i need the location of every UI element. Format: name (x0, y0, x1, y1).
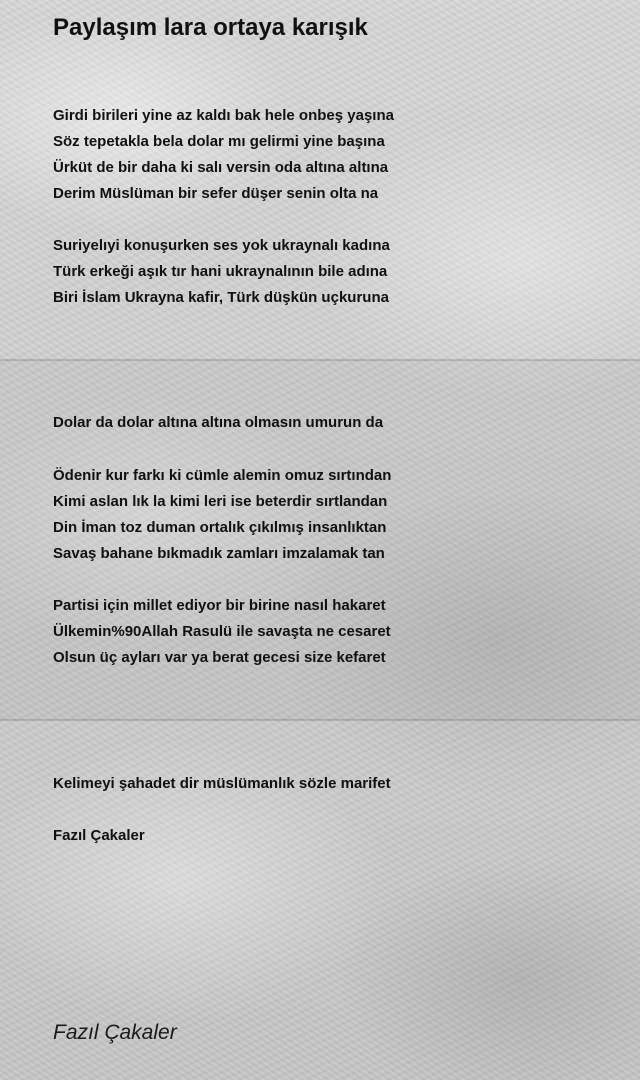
poem-line: Girdi birileri yine az kaldı bak hele onbeş yaşına (53, 107, 394, 124)
poem-line: Biri İslam Ukrayna kafir, Türk düşkün uçkuruna (53, 289, 389, 306)
poem-line: Din İman toz duman ortalık çıkılmış insanlıktan (53, 519, 387, 536)
poem-line: Suriyelıyi konuşurken ses yok ukraynalı kadına (53, 237, 390, 254)
poem-stanza-3 (53, 410, 383, 436)
poem-line: Ülkemin%90Allah Rasulü ile savaşta ne cesaret (53, 623, 391, 640)
poem-title: Paylaşım lara ortaya karışık (53, 14, 368, 41)
author-signature: Fazıl Çakaler (53, 1021, 177, 1044)
poem-line: Derim Müslüman bir sefer düşer senin olta na (53, 185, 379, 202)
poem-line: Söz tepetakla bela dolar mı gelirmi yine başına (53, 133, 385, 150)
poem-line: Kelimeyi şahadet dir müslümanlık sözle marifet (53, 775, 391, 792)
poem-stanza-2 (53, 233, 390, 311)
author-name: Fazıl Çakaler (53, 827, 145, 844)
panel-divider (0, 719, 640, 721)
poem-author (53, 823, 145, 849)
poem-line: Türk erkeği aşık tır hani ukraynalının bile adına (53, 263, 388, 280)
poem-line: Dolar da dolar altına altına olmasın umurun da (53, 414, 384, 431)
poem-stanza-1 (53, 103, 394, 207)
poem-line: Ödenir kur farkı ki cümle alemin omuz sırtından (53, 467, 392, 484)
poem-line: Partisi için millet ediyor bir birine nasıl hakaret (53, 597, 386, 614)
poem-stanza-6 (53, 771, 391, 797)
poem-line: Savaş bahane bıkmadık zamları imzalamak tan (53, 545, 385, 562)
poem-line: Kimi aslan lık la kimi leri ise beterdir sırtlandan (53, 493, 388, 510)
poem-stanza-4 (53, 463, 391, 567)
poem-stanza-5 (53, 593, 391, 671)
panel-divider (0, 359, 640, 361)
poem-line: Olsun üç ayları var ya berat gecesi size kefaret (53, 649, 386, 666)
poem-line: Ürküt de bir daha ki salı versin oda altına altına (53, 159, 389, 176)
